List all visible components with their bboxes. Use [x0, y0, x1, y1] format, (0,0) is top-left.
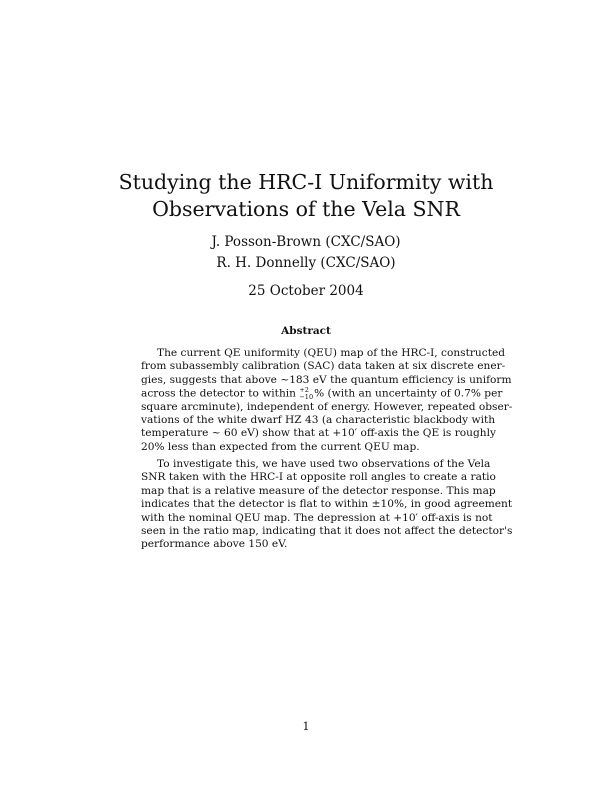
text-line: indicates that the detector is flat to within ±10%, in good agreement: [141, 498, 513, 511]
text-line: with the nominal QEU map. The depression at +10′ off-axis is not: [141, 511, 493, 524]
date: 25 October 2004: [248, 283, 364, 299]
text-line: temperature ~ 60 eV) show that at +10′ off-axis the QE is roughly: [141, 427, 496, 440]
text-line: map that is a relative measure of the detector response. This map: [141, 484, 496, 497]
text-line: 20% less than expected from the current QEU map.: [141, 440, 420, 453]
title-line: Studying the HRC-I Uniformity with: [118, 170, 494, 194]
author: R. H. Donnelly (CXC/SAO): [216, 255, 396, 271]
abstract-heading: Abstract: [281, 325, 331, 337]
uncertainty-fraction: [299, 387, 313, 400]
text-line: SNR taken with the HRC-I at opposite roll angles to create a ratio: [141, 471, 496, 484]
superscript: +2: [299, 386, 309, 395]
abstract-paragraph-2: [141, 458, 513, 552]
text-line: seen in the ratio map, indicating that it does not affect the detector's: [141, 524, 513, 537]
text-fragment: across the detector to within: [141, 387, 296, 400]
text-line: square arcminute), independent of energy. However, repeated obser-: [141, 400, 513, 413]
subscript: −10: [299, 392, 314, 401]
abstract-paragraph-1: [141, 347, 513, 454]
text-fragment: % (with an uncertainty of 0.7% per: [314, 387, 503, 400]
paper-title: [0, 169, 612, 223]
text-line: performance above 150 eV.: [141, 538, 288, 551]
text-line: from subassembly calibration (SAC) data taken at six discrete ener-: [141, 360, 506, 373]
author: J. Posson-Brown (CXC/SAO): [211, 234, 401, 250]
title-line: Observations of the Vela SNR: [152, 197, 460, 221]
page-number: 1: [302, 720, 310, 733]
text-line: vations of the white dwarf HZ 43 (a characteristic blackbody with: [141, 413, 496, 426]
text-line: gies, suggests that above ~183 eV the quantum efficiency is uniform: [141, 373, 512, 386]
text-line: [141, 386, 503, 401]
text-line: The current QE uniformity (QEU) map of the HRC-I, constructed: [157, 347, 506, 359]
text-line: To investigate this, we have used two observations of the Vela: [157, 458, 491, 470]
